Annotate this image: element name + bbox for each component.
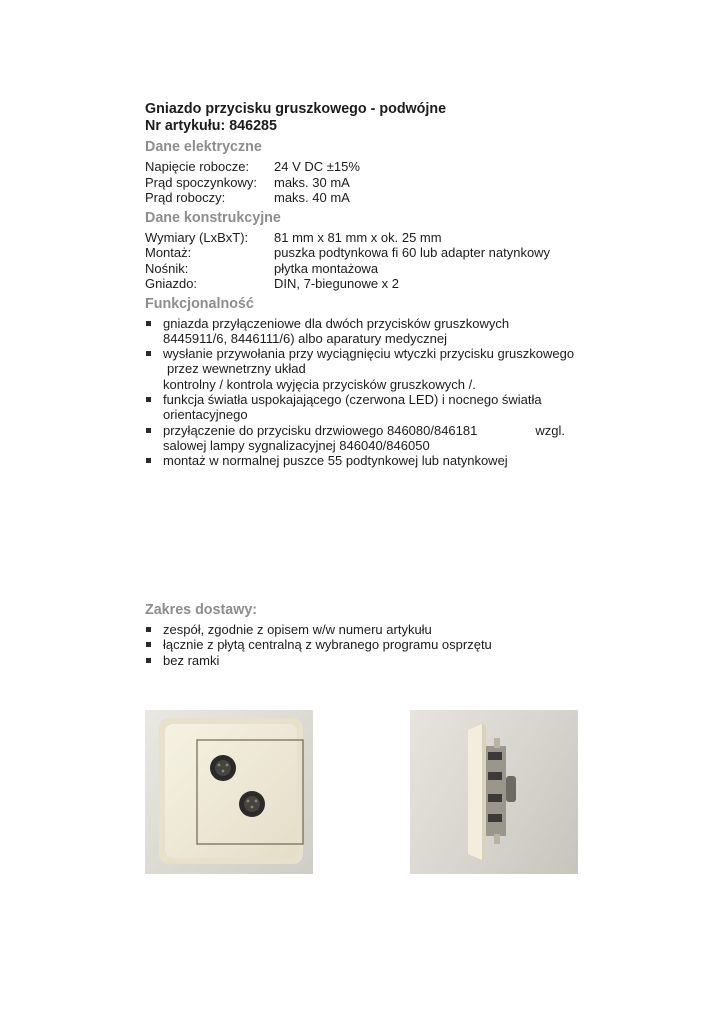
list-item: zespół, zgodnie z opisem w/w numeru artykułu <box>145 622 605 637</box>
spec-row <box>145 190 605 206</box>
item-line: przez wewnetrzny układ <box>167 361 306 377</box>
electrical-heading: Dane elektryczne <box>145 139 262 155</box>
spec-value: maks. 30 mA <box>274 174 350 190</box>
socket-top-icon <box>210 755 236 781</box>
item-line: gniazda przyłączeniowe dla dwóch przycisków gruszkowych <box>163 315 510 331</box>
delivery-list <box>145 622 605 668</box>
spec-row <box>145 276 605 292</box>
title-line-1: Gniazdo przycisku gruszkowego - podwójne <box>145 101 447 117</box>
item-line: przyłączenie do przycisku drzwiowego 846080/846181 <box>163 422 478 438</box>
item-line: montaż w normalnej puszce 55 podtynkowej lub natynkowej <box>163 453 508 469</box>
list-item: bez ramki <box>145 653 605 668</box>
spec-key: Gniazdo: <box>145 276 198 291</box>
spec-key: Napięcie robocze: <box>145 159 250 174</box>
product-title <box>145 101 605 135</box>
list-item <box>145 392 605 423</box>
delivery-heading: Zakres dostawy: <box>145 602 258 618</box>
spec-value: 81 mm x 81 mm x ok. 25 mm <box>274 229 442 245</box>
list-item <box>145 346 605 392</box>
list-item <box>145 423 605 454</box>
spec-row <box>145 261 605 277</box>
product-photo-side <box>410 710 578 874</box>
spec-row <box>145 159 605 175</box>
spec-row <box>145 175 605 191</box>
product-photo-front <box>145 710 313 874</box>
delivery-scope <box>145 598 605 668</box>
spec-value: DIN, 7-biegunowe x 2 <box>274 276 400 291</box>
item-line: wysłanie przywołania przy wyciągnięciu wtyczki przycisku gruszkowego <box>163 346 575 362</box>
construction-heading: Dane konstrukcyjne <box>145 209 281 226</box>
list-item <box>145 453 605 468</box>
item-line: kontrolny / kontrola wyjęcia przycisków gruszkowych /. <box>163 376 476 392</box>
article-number: Nr artykułu: 846285 <box>145 118 277 134</box>
list-item <box>145 316 605 347</box>
item-line: salowej lampy sygnalizacyjnej 846040/846050 <box>163 437 430 453</box>
item-line: 8445911/6, 8446111/6) albo aparatury medycznej <box>163 330 448 346</box>
spec-content <box>145 101 605 468</box>
spec-key: Prąd roboczy: <box>145 190 226 205</box>
spec-value: 24 V DC ±15% <box>274 159 360 174</box>
spec-value: maks. 40 mA <box>274 190 350 205</box>
item-line: funkcja światła uspokajającego (czerwona LED) i nocnego światła <box>163 391 542 407</box>
spec-row <box>145 230 605 246</box>
spec-key: Nośnik: <box>145 260 189 276</box>
item-line: orientacyjnego <box>163 407 248 423</box>
functionality-heading: Funkcjonalność <box>145 295 254 312</box>
spec-value: płytka montażowa <box>274 260 379 276</box>
spec-key: Montaż: <box>145 245 192 260</box>
construction-specs <box>145 230 605 292</box>
list-item: łącznie z płytą centralną z wybranego programu osprzętu <box>145 637 605 652</box>
spec-key: Wymiary (LxBxT): <box>145 229 249 245</box>
item-line-tail: wzgl. <box>535 422 565 438</box>
spec-row <box>145 245 605 261</box>
electrical-specs <box>145 159 605 206</box>
functionality-list <box>145 316 605 469</box>
spec-value: puszka podtynkowa fi 60 lub adapter natynkowy <box>274 245 551 260</box>
socket-bottom-icon <box>239 791 265 817</box>
spec-key: Prąd spoczynkowy: <box>145 174 257 190</box>
